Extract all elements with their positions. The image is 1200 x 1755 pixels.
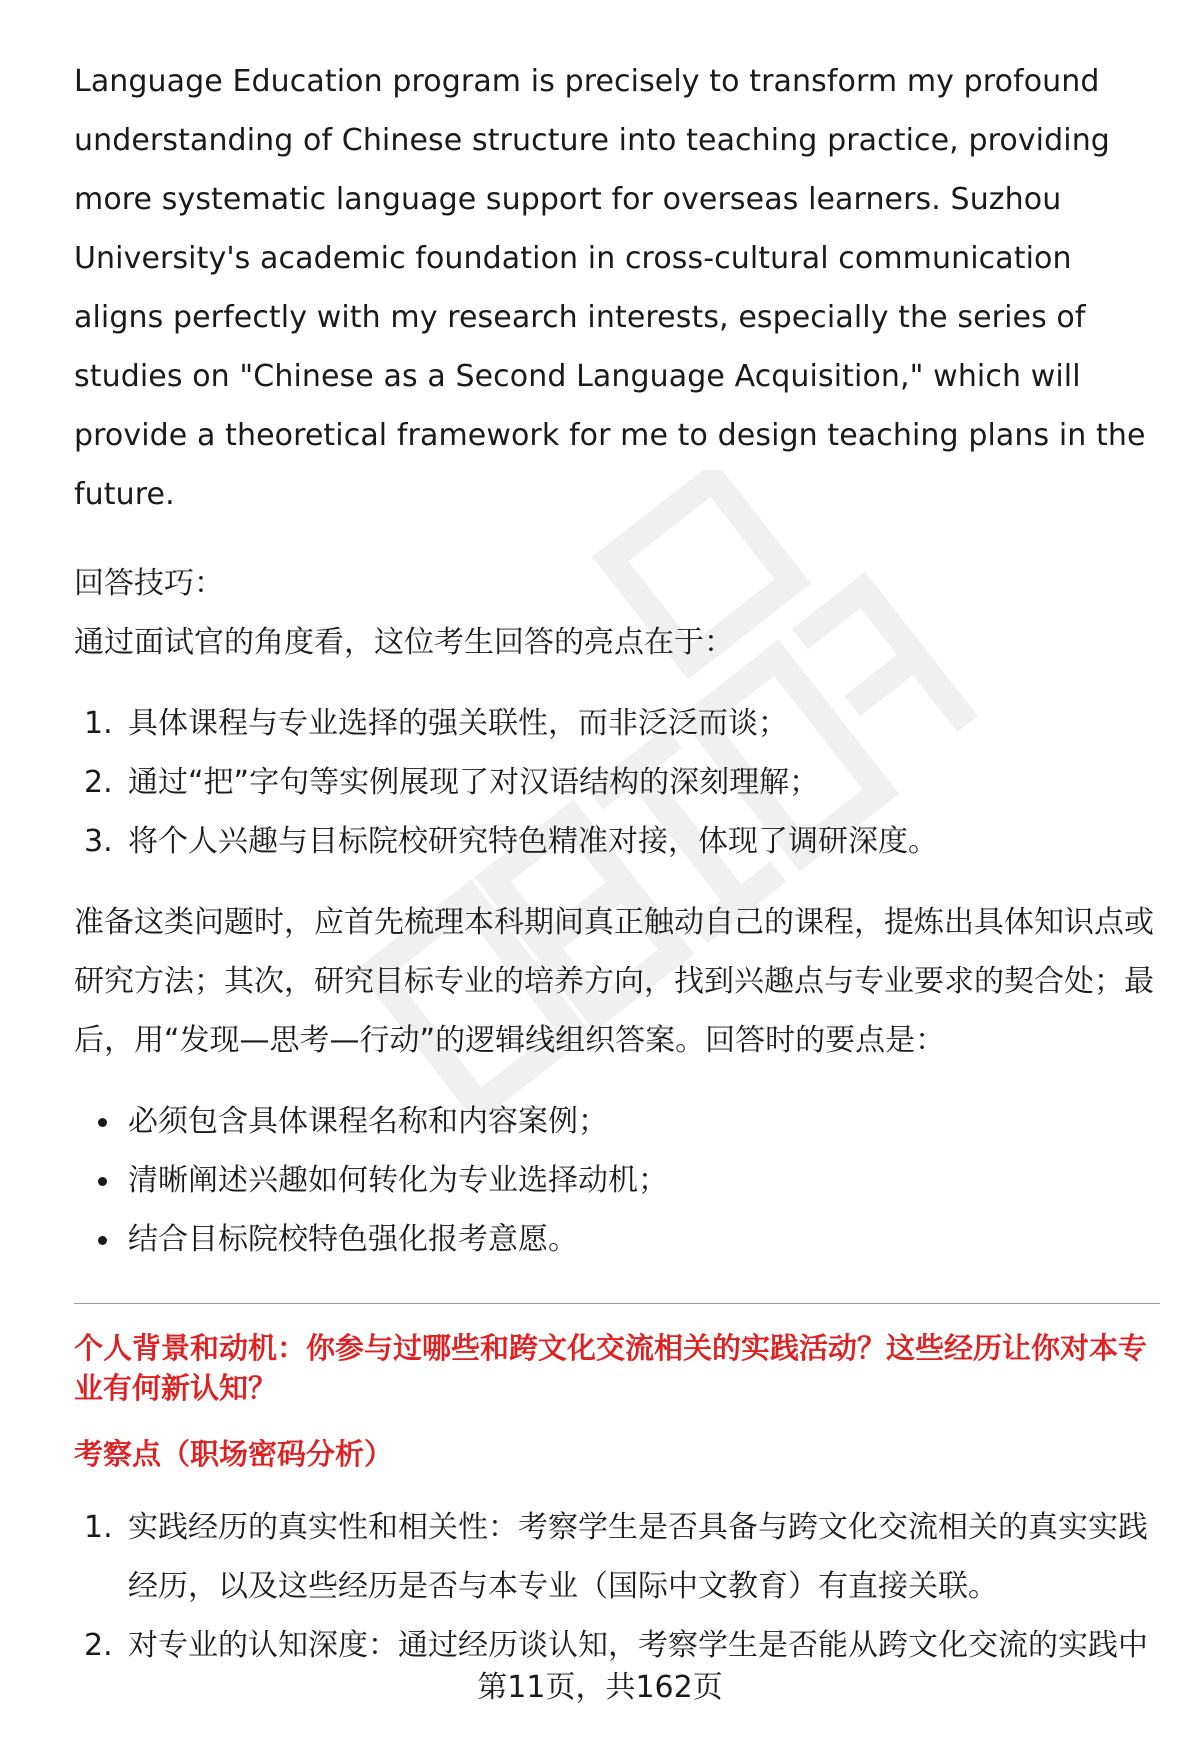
list-number: 1. (84, 706, 113, 741)
list-item-text: 结合目标院校特色强化报考意愿。 (128, 1222, 578, 1257)
assessment-points-list (74, 1498, 1160, 1675)
list-item (74, 812, 1160, 871)
list-item-text: 对专业的认知深度：通过经历谈认知，考察学生是否能从跨文化交流的实践中 (128, 1628, 1148, 1663)
tips-label: 回答技巧： (74, 566, 224, 601)
list-item (74, 1210, 1160, 1269)
key-points-list (74, 1092, 1160, 1269)
bullet-dot-icon (98, 1177, 107, 1186)
page-footer: 第11页，共162页 (477, 1670, 723, 1705)
list-item-text: 清晰阐述兴趣如何转化为专业选择动机； (128, 1163, 668, 1198)
list-item-text: 实践经历的真实性和相关性：考察学生是否具备与跨文化交流相关的真实实践经历，以及这些经历是否与本专业（国际中文教育）有直接关联。 (128, 1510, 1148, 1604)
assessment-subheading: 考察点（职场密码分析） (74, 1437, 394, 1471)
prep-paragraph: 准备这类问题时，应首先梳理本科期间真正触动自己的课程，提炼出具体知识点或研究方法；其次，研究目标专业的培养方向，找到兴趣点与专业要求的契合处；最后，用“发现—思考—行动”的逻辑线组织答案。回答时的要点是： (74, 905, 1154, 1058)
list-item (74, 1616, 1160, 1675)
list-item (74, 694, 1160, 753)
list-item-text: 具体课程与专业选择的强关联性，而非泛泛而谈； (128, 706, 788, 741)
list-number: 1. (84, 1510, 113, 1545)
list-item (74, 753, 1160, 812)
section-divider (74, 1303, 1160, 1304)
list-item-text: 将个人兴趣与目标院校研究特色精准对接，体现了调研深度。 (128, 824, 938, 859)
list-item-text: 必须包含具体课程名称和内容案例； (128, 1104, 608, 1139)
bullet-dot-icon (98, 1236, 107, 1245)
question-heading: 个人背景和动机：你参与过哪些和跨文化交流相关的实践活动？这些经历让你对本专业有何新认知？ (74, 1331, 1148, 1405)
list-number: 2. (84, 765, 113, 800)
document-page (74, 52, 1160, 1675)
bullet-dot-icon (98, 1118, 107, 1127)
list-item-text: 通过“把”字句等实例展现了对汉语结构的深刻理解； (128, 765, 820, 800)
list-number: 2. (84, 1628, 113, 1663)
intro-paragraph: Language Education program is precisely to transform my profound understanding of Chinese structure into teaching practice, providing more systematic language support for overseas learners. Suzhou University's academic foundation in cross-cultural communication aligns perfectly with my research interests, especially the series of studies on "Chinese as a Second Language Acquisition," which will provide a theoretical framework for me to design teaching plans in the future. (74, 64, 1146, 512)
list-item (74, 1151, 1160, 1210)
list-item (74, 1092, 1160, 1151)
list-item (74, 1498, 1160, 1616)
highlights-list (74, 694, 1160, 871)
list-number: 3. (84, 824, 113, 859)
tips-intro: 通过面试官的角度看，这位考生回答的亮点在于： (74, 625, 734, 660)
